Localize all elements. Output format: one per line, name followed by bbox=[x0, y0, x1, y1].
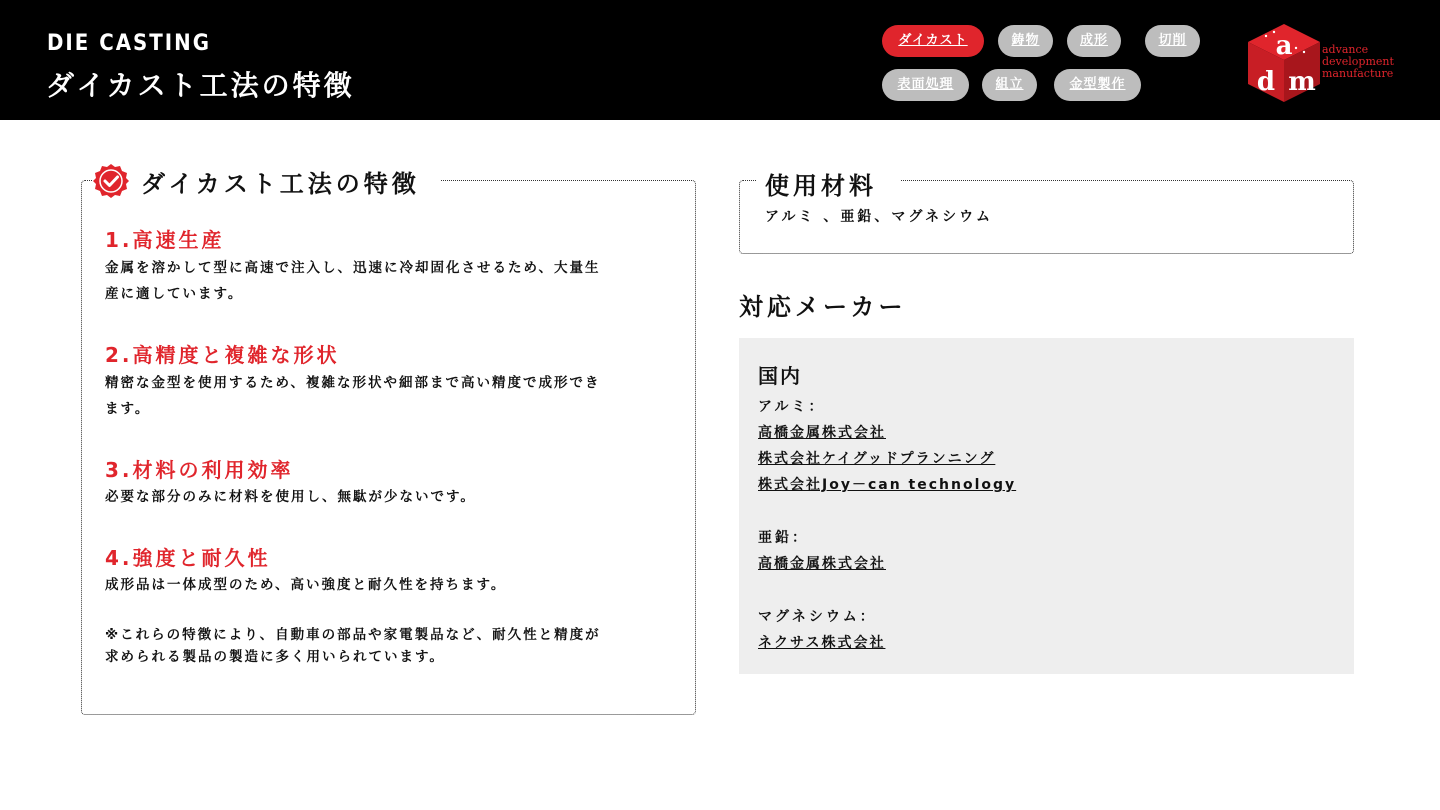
feature-body-line: 必要な部分のみに材料を使用し、無駄が少ないです。 bbox=[105, 489, 476, 505]
logo-tagline bbox=[1322, 44, 1394, 80]
check-badge-icon bbox=[93, 163, 129, 199]
maker-link[interactable]: 高橋金属株式会社 bbox=[758, 425, 886, 441]
feature-body-3 bbox=[105, 484, 675, 510]
feature-body-line: 成形品は一体成型のため、高い強度と耐久性を持ちます。 bbox=[105, 577, 507, 593]
feature-body-line: ます。 bbox=[105, 401, 151, 417]
nav-pill-surface-treatment[interactable]: 表面処理 bbox=[882, 69, 969, 101]
header-bar bbox=[0, 0, 1440, 120]
maker-link[interactable]: 株式会社Joy－can technology bbox=[758, 477, 1017, 493]
nav-pill-molding[interactable]: 成形 bbox=[1067, 25, 1121, 57]
nav-pill-mold-making[interactable]: 金型製作 bbox=[1054, 69, 1141, 101]
nav-pill-casting[interactable]: 鋳物 bbox=[998, 25, 1053, 57]
feature-body-1 bbox=[105, 255, 675, 307]
page-title: ダイカスト工法の特徴 bbox=[46, 69, 355, 102]
materials-title: 使用材料 bbox=[757, 166, 901, 201]
section-eyebrow: DIE CASTING bbox=[47, 31, 211, 56]
maker-group-label-aluminum: アルミ： bbox=[758, 399, 826, 415]
feature-body-line: 金属を溶かして型に高速で注入し、迅速に冷却固化させるため、大量生 bbox=[105, 260, 601, 276]
feature-title-4: 4.強度と耐久性 bbox=[105, 546, 271, 570]
tagline-manufacture: manufacture bbox=[1322, 67, 1394, 80]
nav-pill-cutting[interactable]: 切削 bbox=[1145, 25, 1200, 57]
feature-body-4 bbox=[105, 572, 675, 598]
adm-logo[interactable] bbox=[1244, 22, 1414, 104]
logo-letter-d: d bbox=[1256, 67, 1276, 97]
feature-body-line: 精密な金型を使用するため、複雑な形状や細部まで高い精度で成形でき bbox=[105, 375, 601, 391]
note-line: ※これらの特徴により、自動車の部品や家電製品など、耐久性と精度が bbox=[105, 627, 601, 643]
feature-body-2 bbox=[105, 370, 675, 422]
feature-title-1: 1.高速生産 bbox=[105, 228, 225, 252]
feature-title-3: 3.材料の利用効率 bbox=[105, 458, 294, 482]
features-note bbox=[105, 624, 675, 668]
tagline-development: development bbox=[1322, 55, 1394, 68]
maker-group-label-magnesium: マグネシウム： bbox=[758, 609, 877, 625]
features-heading bbox=[93, 160, 440, 202]
nav-pill-assembly[interactable]: 組立 bbox=[982, 69, 1037, 101]
makers-title: 対応メーカー bbox=[739, 293, 907, 321]
tagline-advance: advance bbox=[1322, 43, 1369, 56]
maker-link[interactable]: 高橋金属株式会社 bbox=[758, 556, 886, 572]
maker-link[interactable]: 株式会社ケイグッドプランニング bbox=[758, 451, 996, 467]
note-line: 求められる製品の製造に多く用いられています。 bbox=[105, 649, 445, 665]
maker-group-label-zinc: 亜鉛： bbox=[758, 530, 809, 546]
logo-letter-a: a bbox=[1275, 31, 1293, 61]
materials-list: アルミ 、亜鉛、マグネシウム bbox=[765, 209, 994, 225]
features-heading-text: ダイカスト工法の特徴 bbox=[141, 169, 420, 198]
makers-region-domestic: 国内 bbox=[758, 364, 802, 388]
maker-link[interactable]: ネクサス株式会社 bbox=[758, 635, 886, 651]
nav-pill-diecasting[interactable]: ダイカスト bbox=[882, 25, 984, 57]
feature-body-line: 産に適しています。 bbox=[105, 286, 244, 302]
cube-logo-icon bbox=[1244, 22, 1324, 104]
feature-title-2: 2.高精度と複雑な形状 bbox=[105, 343, 340, 367]
logo-letter-m: m bbox=[1288, 67, 1316, 97]
